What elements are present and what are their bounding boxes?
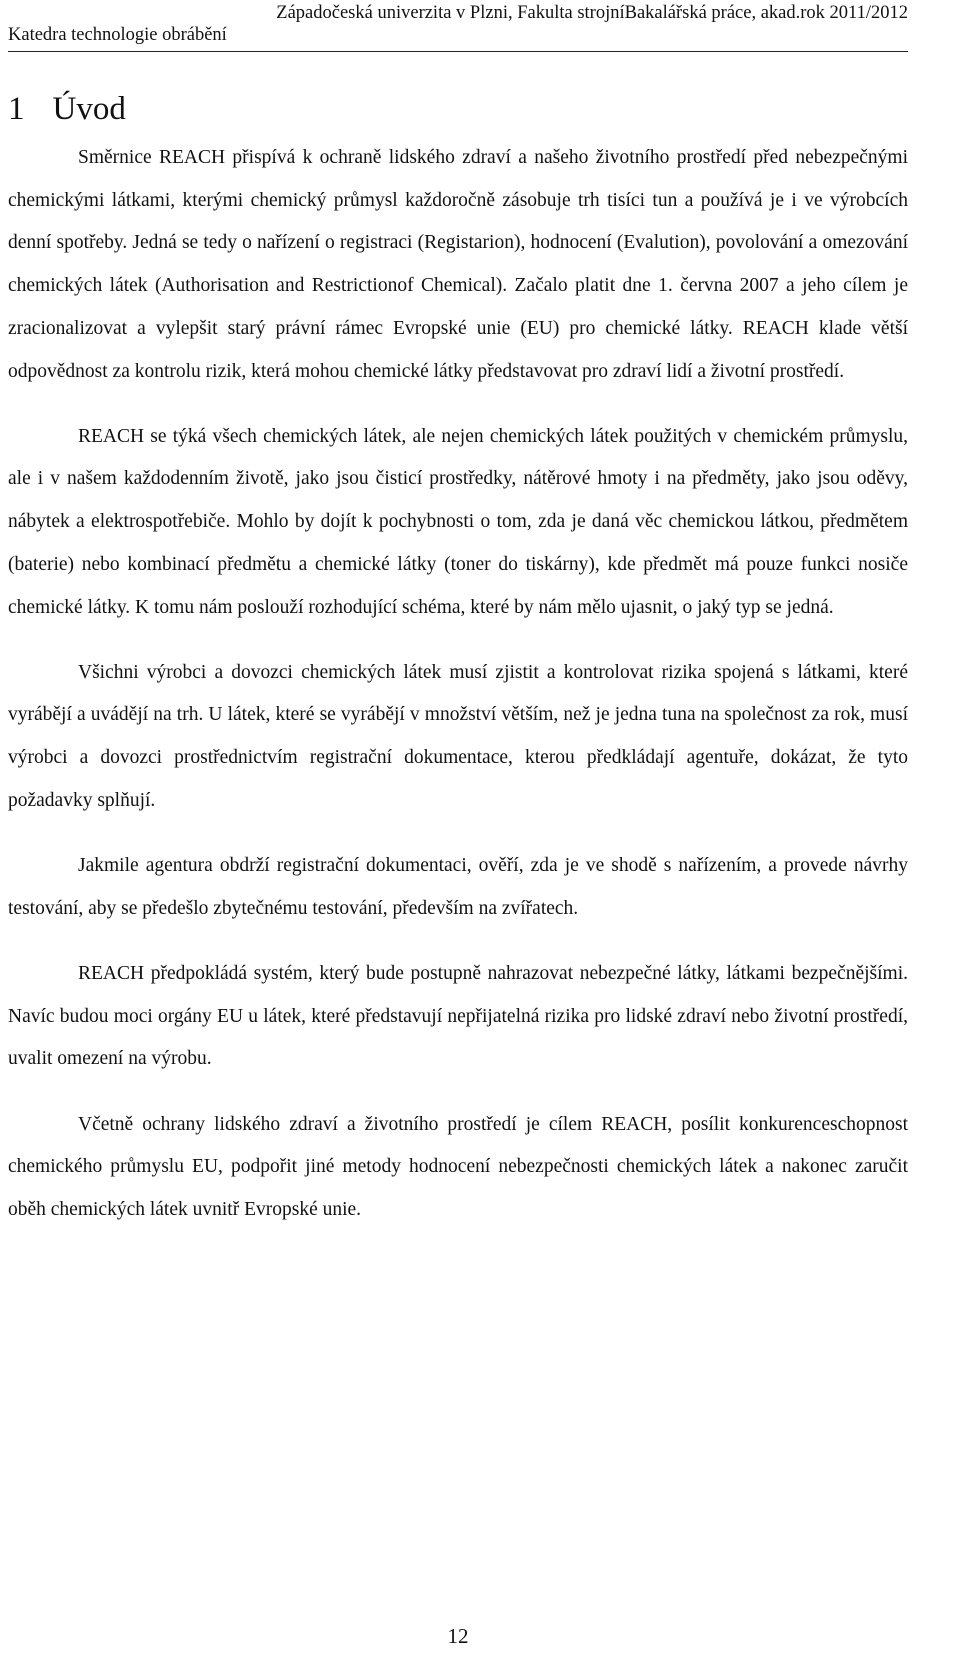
paragraph-producers: Všichni výrobci a dovozci chemických látek musí zjistit a kontrolovat rizika spojená s látkami, které vyrábějí a uvádějí na trh. U látek, které se vyrábějí v množství větším, než je jedna tuna na společnost za rok, musí výrobci a dovozci prostřednictvím registrační dokumentace, kterou předkládají agentuře, dokázat, že tyto požadavky splňují. <box>8 661 908 811</box>
paragraph-goals: Včetně ochrany lidského zdraví a životního prostředí je cílem REACH, posílit konkurenceschopnost chemického průmyslu EU, podpořit jiné metody hodnocení nebezpečnosti chemických látek a nakonec zaručit oběh chemických látek uvnitř Evropské unie. <box>8 1113 908 1220</box>
chapter-number: 1 <box>8 91 25 127</box>
page-header <box>8 2 908 46</box>
header-institution: Západočeská univerzita v Plzni, Fakulta strojníBakalářská práce, akad.rok 2011/2012 <box>276 3 908 23</box>
chapter-body <box>8 137 908 1254</box>
header-department: Katedra technologie obrábění <box>8 25 227 45</box>
chapter-title: Úvod <box>52 91 126 127</box>
paragraph-reach-intro: Směrnice REACH přispívá k ochraně lidského zdraví a našeho životního prostředí před nebezpečnými chemickými látkami, kterými chemický průmysl každoročně zásobuje trh tisíci tun a používá je i ve výrobcích denní spotřeby. Jedná se tedy o nařízení o registraci (Registarion), hodnocení (Evalution), povolování a omezování chemických látek (Authorisation and Restrictionof Chemical). Začalo platit dne 1. června 2007 a jeho cílem je zracionalizovat a vylepšit starý právní rámec Evropské unie (EU) pro chemické látky. REACH klade větší odpovědnost za kontrolu rizik, která mohou chemické látky představovat pro zdraví lidí a životní prostředí. <box>8 147 908 382</box>
paragraph-substitution: REACH předpokládá systém, který bude postupně nahrazovat nebezpečné látky, látkami bezpečnějšími. Navíc budou moci orgány EU u látek, které představují nepřijatelná rizika pro lidské zdraví nebo životní prostředí, uvalit omezení na výrobu. <box>8 962 908 1070</box>
paragraph-reach-scope: REACH se týká všech chemických látek, ale nejen chemických látek použitých v chemickém průmyslu, ale i v našem každodenním životě, jako jsou čisticí prostředky, nátěrové hmoty i na předměty, jako jsou oděvy, nábytek a elektrospotřebiče. Mohlo by dojít k pochybnosti o tom, zda je daná věc chemickou látkou, předmětem (baterie) nebo kombinací předmětu a chemické látky (toner do tiskárny), kde předmět má pouze funkci nosiče chemické látky. K tomu nám poslouží rozhodující schéma, které by nám mělo ujasnit, o jaký typ se jedná. <box>8 425 908 618</box>
chapter-heading <box>8 88 126 130</box>
page-number: 12 <box>447 1624 469 1648</box>
header-divider <box>8 51 908 52</box>
paragraph-agency: Jakmile agentura obdrží registrační dokumentaci, ověří, zda je ve shodě s nařízením, a provede návrhy testování, aby se předešlo zbytečnému testování, především na zvířatech. <box>8 855 908 919</box>
